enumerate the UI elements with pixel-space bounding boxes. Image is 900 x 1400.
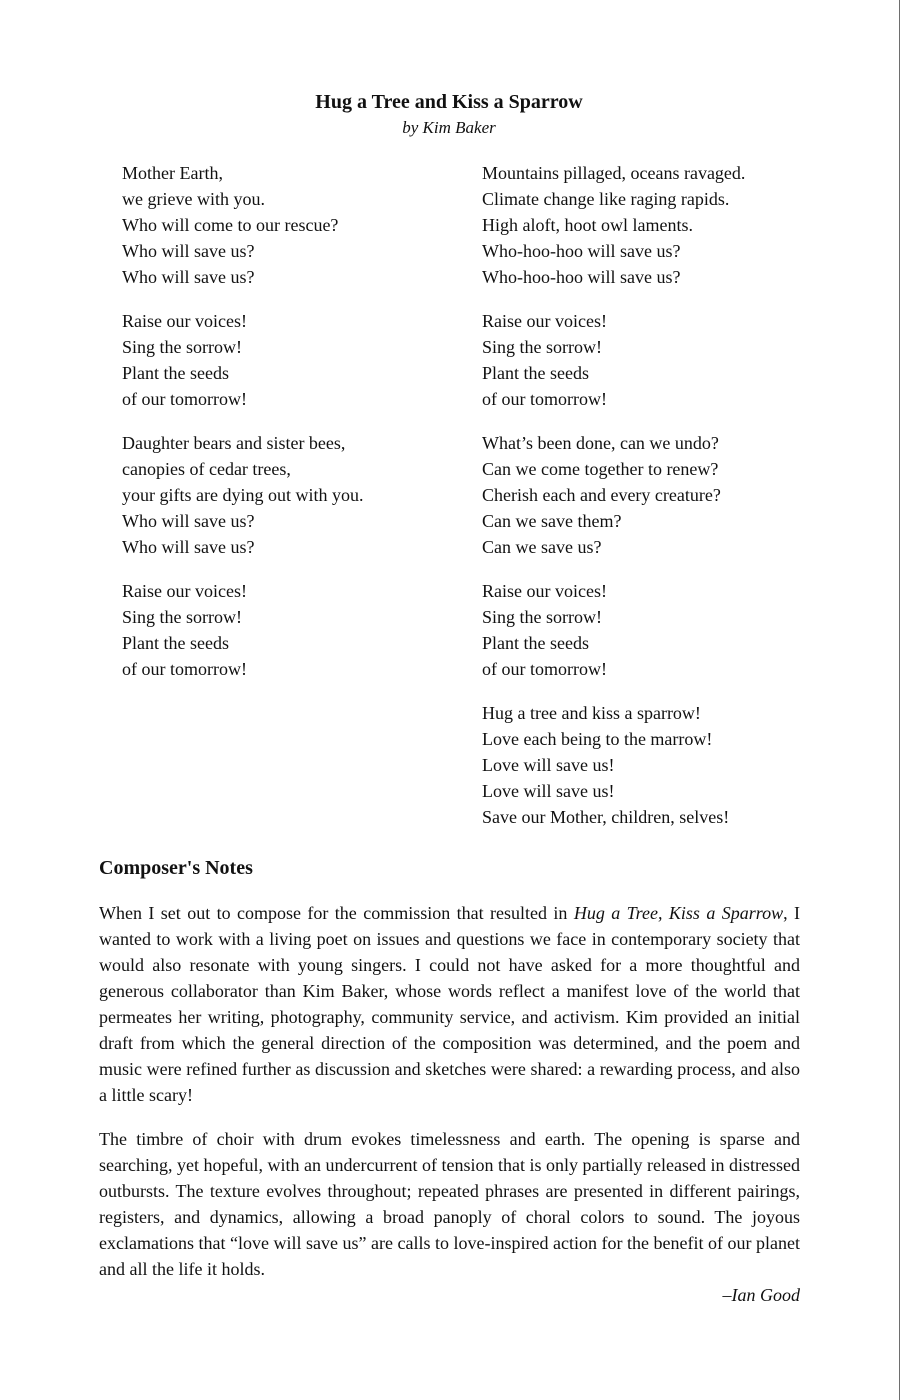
composer-signature: –Ian Good <box>722 1285 800 1305</box>
poem-line: Who-hoo-hoo will save us? <box>482 267 681 287</box>
stanza <box>482 430 802 560</box>
poem-line: Who will save us? <box>122 511 255 531</box>
poem-line: Raise our voices! <box>482 311 607 331</box>
poem-line: Love will save us! <box>482 755 615 775</box>
poem-line: Love will save us! <box>482 781 615 801</box>
poem-line: Plant the seeds <box>122 633 229 653</box>
poem-line: Plant the seeds <box>482 363 589 383</box>
poem-line: Mountains pillaged, oceans ravaged. <box>482 163 746 183</box>
poem-title: Hug a Tree and Kiss a Sparrow <box>315 91 583 113</box>
poem-line: Sing the sorrow! <box>122 607 242 627</box>
stanza <box>122 308 472 412</box>
poem-line: Can we save us? <box>482 537 602 557</box>
composers-notes-heading: Composer's Notes <box>99 857 253 879</box>
poem-line: Save our Mother, children, selves! <box>482 807 730 827</box>
poem-line: Love each being to the marrow! <box>482 729 713 749</box>
poem-line: Sing the sorrow! <box>482 337 602 357</box>
poem-line: Raise our voices! <box>482 581 607 601</box>
poem-line: High aloft, hoot owl laments. <box>482 215 693 235</box>
poem-line: of our tomorrow! <box>122 389 247 409</box>
stanza <box>122 430 472 560</box>
poem-line: Who-hoo-hoo will save us? <box>482 241 681 261</box>
poem-line: of our tomorrow! <box>482 389 607 409</box>
poem-line: Cherish each and every creature? <box>482 485 721 505</box>
poem-line: canopies of cedar trees, <box>122 459 291 479</box>
poem-line: Raise our voices! <box>122 581 247 601</box>
poem-line: Plant the seeds <box>482 633 589 653</box>
stanza <box>482 308 802 412</box>
notes-p1-before: When I set out to compose for the commission that resulted in <box>99 903 574 923</box>
stanza <box>482 700 802 830</box>
poem-line: Sing the sorrow! <box>122 337 242 357</box>
poem-line: of our tomorrow! <box>122 659 247 679</box>
poem-line: What’s been done, can we undo? <box>482 433 719 453</box>
stanza <box>482 160 802 290</box>
stanza <box>482 578 802 682</box>
poem-line: Daughter bears and sister bees, <box>122 433 346 453</box>
poem-line: Hug a tree and kiss a sparrow! <box>482 703 701 723</box>
poem-line: Mother Earth, <box>122 163 223 183</box>
poem-author: by Kim Baker <box>402 118 496 137</box>
poem-line: Plant the seeds <box>122 363 229 383</box>
poem-left-column <box>122 160 472 700</box>
poem-line: Raise our voices! <box>122 311 247 331</box>
poem-line: Climate change like raging rapids. <box>482 189 730 209</box>
notes-p1-title: Hug a Tree, Kiss a Sparrow <box>573 903 784 923</box>
poem-line: Can we save them? <box>482 511 622 531</box>
notes-p1-after: , I wanted to work with a living poet on issues and questions we face in contemporary society that would also resonate with young singers. I could not have asked for a more thoughtful and generous collaborator than Kim Baker, whose words reflect a manifest love of the world that permeates her writing, photography, community service, and activism. Kim provided an initial draft from which the general direction of the composition was determined, and the poem and music were refined further as discussion and sketches were shared: a rewarding process, and also a little scary! <box>99 903 800 1105</box>
poem-line: Who will save us? <box>122 267 255 287</box>
notes-paragraph-2: The timbre of choir with drum evokes timelessness and earth. The opening is sparse and searching, yet hopeful, with an undercurrent of tension that is only partially released in distressed outbursts. The texture evolves throughout; repeated phrases are presented in different pairings, registers, and dynamics, allowing a broad panoply of choral colors to sound. The joyous exclamations that “love will save us” are calls to love-inspired action for the benefit of our planet and all the life it holds. <box>99 1129 800 1279</box>
poem-line: Can we come together to renew? <box>482 459 719 479</box>
stanza <box>122 578 472 682</box>
notes-paragraph-1 <box>99 900 800 1108</box>
poem-line: Who will save us? <box>122 537 255 557</box>
poem-line: we grieve with you. <box>122 189 265 209</box>
poem-line: Who will save us? <box>122 241 255 261</box>
poem-line: Sing the sorrow! <box>482 607 602 627</box>
stanza <box>122 160 472 290</box>
composers-notes-body <box>99 900 800 1308</box>
poem-line: Who will come to our rescue? <box>122 215 339 235</box>
poem-line: your gifts are dying out with you. <box>122 485 364 505</box>
poem-right-column <box>482 160 802 848</box>
poem-line: of our tomorrow! <box>482 659 607 679</box>
